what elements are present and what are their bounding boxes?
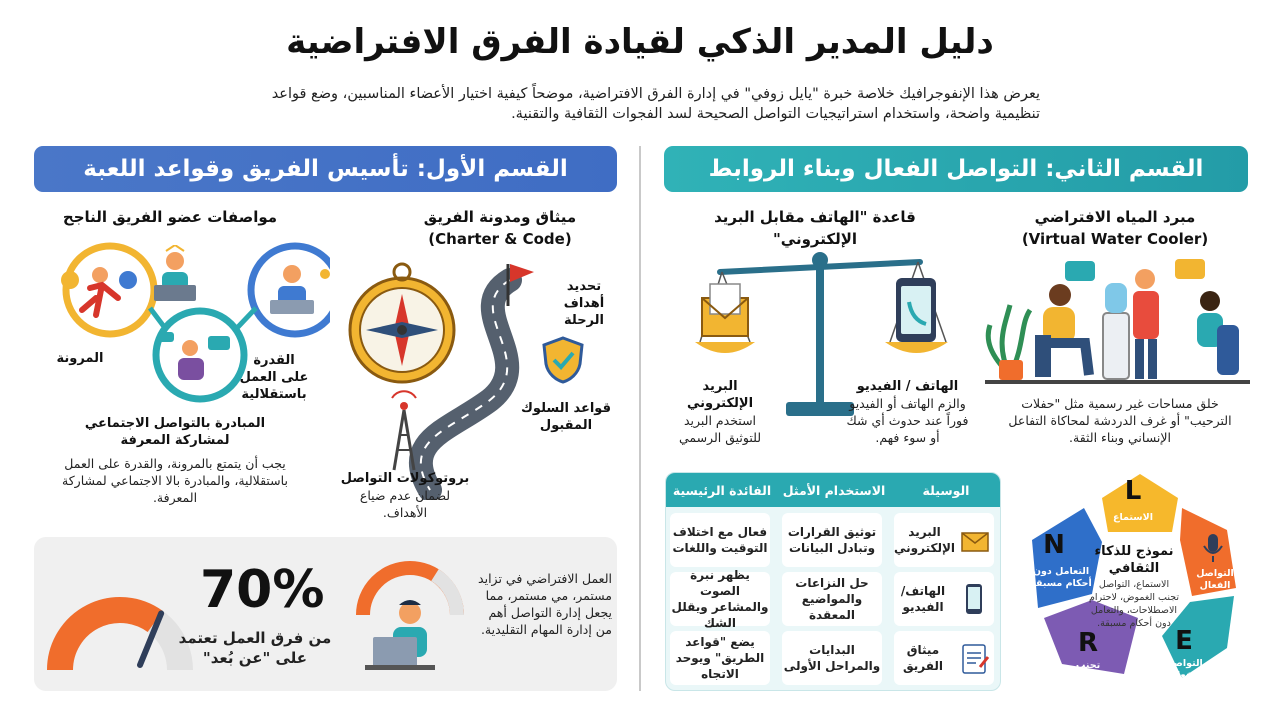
- table-cell: البدايات والمراحل الأولى: [782, 631, 882, 685]
- lrne-L-label: الاستماع: [1113, 512, 1153, 523]
- conduct-label: قواعد السلوك المقبول: [521, 401, 611, 433]
- phone-block: الهاتف / الفيديو والزم الهاتف أو الفيديو فوراً عند حدوث أي شك أو سوء فهم.: [846, 379, 969, 445]
- lrne-R-label: تجنب الغموض: [1069, 660, 1107, 683]
- section1-banner: القسم الأول: تأسيس الفريق وقواعد اللعبة: [34, 146, 617, 192]
- comparison-table: [665, 472, 1001, 691]
- table-header-cell: الفائدة الرئيسية: [672, 482, 772, 498]
- water-cooler-heading: مبرد المياه الافتراضي (Virtual Water Cooler): [1021, 208, 1209, 248]
- lrne-R-letter: R: [1077, 628, 1099, 658]
- stat-caption: من فرق العمل تعتمد على "عن بُعد": [178, 629, 332, 667]
- lrne-E-label: التواصل الفعال: [1165, 658, 1203, 681]
- table-row: البريد الإلكتروني: [894, 513, 994, 567]
- table-row: الهاتف/ الفيديو: [894, 572, 994, 626]
- protocols-block: بروتوكولات التواصل لضمان عدم ضياع الأهداف.: [340, 471, 470, 520]
- email-block: البريد الإلكتروني استخدم البريد للتوثيق الرسمي: [678, 379, 762, 445]
- table-cell: يضع "قواعد الطريق" ويوحد الاتجاه: [670, 631, 770, 685]
- water-cooler-text: خلق مساحات غير رسمية مثل "حفلات الترحيب" أو غرف الدردشة لمحاكاة التفاعل الإنساني وبناء الثقة.: [1008, 396, 1232, 445]
- document-icon: [960, 643, 990, 675]
- lrne-N-letter: N: [1043, 530, 1065, 560]
- table-cell: فعال مع اختلاف التوقيت واللغات: [670, 513, 770, 567]
- table-cell: يظهر نبرة الصوت والمشاعر ويقلل الشك: [671, 568, 769, 630]
- intro-text: يعرض هذا الإنفوجرافيك خلاصة خبرة "يايل زوفي" في إدارة الفرق الافتراضية، موضحاً كيفية اختيار الأعضاء المناسبين، وضع قواعد تنظيمية واضحة، واستخدام استراتيجيات التواصل الصحيحة لسد الفجوات الثقافية والتقنية.: [271, 86, 1040, 122]
- person-laptop-icon: [148, 245, 202, 305]
- section-divider: [639, 146, 641, 691]
- independence-label: القدرة على العمل باستقلالية: [239, 353, 309, 402]
- lrne-mic-label: التواصل الفعال: [1196, 568, 1234, 591]
- traits-heading: مواصفات عضو الفريق الناجح: [62, 208, 278, 226]
- shield-icon: [542, 336, 584, 384]
- table-header-cell: الاستخدام الأمثل: [782, 482, 886, 498]
- flag-icon: [500, 260, 540, 310]
- lrne-E-letter: E: [1175, 626, 1193, 656]
- rule-heading: قاعدة "الهاتف مقابل البريد الإلكتروني": [714, 208, 916, 248]
- table-cell: توثيق القرارات وتبادل البيانات: [782, 513, 882, 567]
- goals-label: تحديد أهداف الرحلة: [563, 279, 605, 328]
- microphone-icon: [1200, 532, 1226, 564]
- remote-worker-illustration: [355, 555, 465, 675]
- phone-icon: [960, 583, 988, 615]
- table-header: [666, 473, 1001, 507]
- stat-value: 70%: [200, 560, 325, 620]
- email-icon: [960, 525, 990, 555]
- section2-banner: القسم الثاني: التواصل الفعال وبناء الروابط: [664, 146, 1248, 192]
- lrne-title: نموذج للذكاء الثقافي: [1094, 544, 1174, 576]
- page-title: دليل المدير الذكي لقيادة الفرق الافتراضية: [286, 22, 994, 62]
- water-cooler-illustration: [985, 255, 1250, 387]
- table-cell: حل النزاعات والمواضيع المعقدة: [782, 572, 882, 626]
- charter-heading: ميثاق ومدونة الفريق (Charter & Code): [423, 208, 577, 248]
- stat-text: العمل الافتراضي في تزايد مستمر، مي مستمر، مما يجعل إدارة التواصل أهم من إدارة المهام التقليدية.: [478, 571, 612, 637]
- lrne-N-label: التعامل دون أحكام مسبقة: [1030, 566, 1092, 589]
- lrne-L-letter: L: [1124, 476, 1142, 506]
- traits-text: يجب أن يتمتع بالمرونة، والقدرة على العمل باستقلالية، والمبادرة بالا الاجتماعي لمشاركة المعرفة.: [62, 456, 288, 505]
- table-row: ميثاق الفريق: [894, 631, 994, 685]
- initiative-label: المبادرة بالتواصل الاجتماعي لمشاركة المعرفة: [84, 416, 266, 448]
- lrne-subtitle: الاستماع، التواصل تجنب الغموض، لاحترام الاصطلاحات، والتعامل دون أحكام مسبقة.: [1089, 579, 1179, 629]
- flex-label: المرونة: [56, 351, 104, 366]
- table-header-cell: الوسيلة: [922, 482, 970, 498]
